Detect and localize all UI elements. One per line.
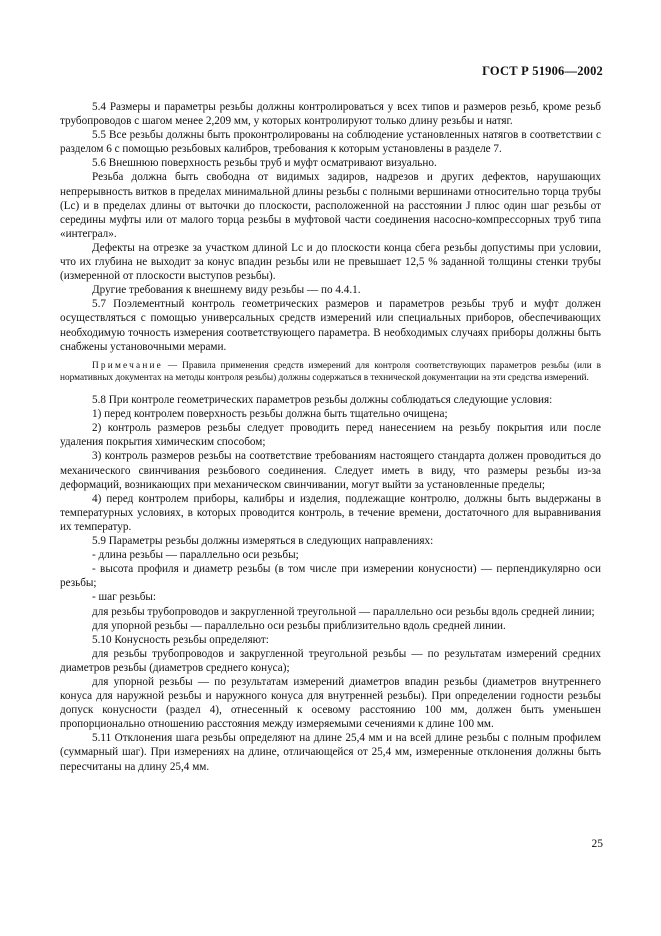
direction-length: - длина резьбы — параллельно оси резьбы; — [92, 549, 299, 562]
paragraph-5-5: 5.5 Все резьбы должны быть проконтролированы на соблюдение установленных натягов в соответствии с разделом 6 с помощью резьбовых калибров, требования к которым установлены в разделе 7. — [60, 129, 601, 156]
condition-1: 1) перед контролем поверхность резьбы должна быть тщательно очищена; — [92, 408, 448, 421]
paragraph-defects-free: Резьба должна быть свободна от видимых задиров, надрезов и других дефектов, нарушающих непрерывность витков в пределах минимальной длины резьбы с полными вершинами относительно торца трубы (Lc) и в пределах длины от выточки до плоскости, расположенной на расстоянии J плюс один шаг резьбы от середины муфты или от малого торца резьбы в муфтовой части соединения насосно-компрессорных труб типа «интеграл». — [60, 171, 601, 240]
pitch-pipeline: для резьбы трубопроводов и закругленной треугольной — параллельно оси резьбы вдоль средней линии; — [92, 605, 595, 618]
paragraph-5-4: 5.4 Размеры и параметры резьбы должны контролироваться у всех типов и размеров резьб, кроме резьб трубопроводов с шагом менее 2,209 мм, у которых контролируют только длину резьбы и натяг. — [60, 101, 601, 128]
paragraph-5-10: 5.10 Конусность резьбы определяют: — [92, 633, 269, 646]
condition-4: 4) перед контролем приборы, калибры и изделия, подлежащие контролю, должны быть выдержаны в температурных условиях, в которых проводится контроль, в течение времени, достаточного для выравнивания их температур. — [60, 492, 601, 533]
paragraph-other-requirements: Другие требования к внешнему виду резьбы — по 4.4.1. — [92, 284, 361, 297]
direction-pitch: - шаг резьбы: — [92, 591, 157, 604]
note-text: — Правила применения средств измерений для контроля соответствующих параметров резьбы (или в нормативных документах на методы контроля резьбы) должны содержаться в технической документации на эти средства измерений. — [60, 360, 601, 383]
condition-3: 3) контроль размеров резьбы на соответствие требованиям настоящего стандарта должен проводиться до механического свинчивания резьбового соединения. Следует иметь в виду, что размеры резьбы из-за деформаций, возникающих при механическом свинчивании, могут выйти за установленные пределы; — [60, 450, 601, 491]
taper-buttress: для упорной резьбы — по результатам измерений диаметров впадин резьбы (диаметров внутреннего конуса для наружной резьбы и наружного конуса для внутренней резьбы). При определении годности резьбы допуск конусности (раздел 4), отнесенный к осевому расстоянию 100 мм, должен быть уменьшен пропорционально отношению расстояния между измеряемыми сечениями к длине 100 мм. — [60, 675, 601, 731]
direction-profile: - высота профиля и диаметр резьбы (в том числе при измерении конусности) — перпендикулярно оси резьбы; — [60, 563, 601, 590]
paragraph-5-8: 5.8 При контроле геометрических параметров резьбы должны соблюдаться следующие условия: — [92, 394, 553, 407]
condition-2: 2) контроль размеров резьбы следует проводить перед нанесением на резьбу покрытия или после удаления покрытия химическим способом; — [60, 422, 601, 449]
note-paragraph — [60, 360, 601, 384]
note-label: Примечание — [92, 360, 163, 371]
pitch-buttress: для упорной резьбы — параллельно оси резьбы приблизительно вдоль средней линии. — [92, 619, 506, 632]
paragraph-5-7: 5.7 Поэлементный контроль геометрических размеров и параметров резьбы труб и муфт должен осуществляться с помощью универсальных средств измерений или специальных приборов, обеспечивающих необходимую точность измерения соответствующего параметра. В необходимых случаях приборы должны быть снабжены установочными мерами. — [60, 298, 601, 353]
paragraph-5-11: 5.11 Отклонения шага резьбы определяют на длине 25,4 мм и на всей длине резьбы с полным профилем (суммарный шаг). При измерениях на длине, отличающейся от 25,4 мм, измеренные отклонения должны быть пересчитаны на длину 25,4 мм. — [60, 732, 601, 773]
paragraph-5-6: 5.6 Внешнюю поверхность резьбы труб и муфт осматривают визуально. — [92, 157, 437, 170]
document-body — [60, 100, 601, 774]
paragraph-defects-allowed: Дефекты на отрезке за участком длиной Lc и до плоскости конца сбега резьбы допустимы при условии, что их глубина не выходит за конус впадин резьбы или не превышает 12,5 % заданной толщины стенки трубы (измеренной от плоскости выступов резьбы). — [60, 241, 601, 283]
taper-pipeline: для резьбы трубопроводов и закругленной треугольной резьбы — по результатам измерений средних диаметров резьбы (диаметров среднего конуса); — [60, 647, 601, 674]
paragraph-5-9: 5.9 Параметры резьбы должны измеряться в следующих направлениях: — [92, 535, 434, 548]
page-number: 25 — [591, 838, 603, 850]
document-code: ГОСТ Р 51906—2002 — [482, 64, 603, 78]
